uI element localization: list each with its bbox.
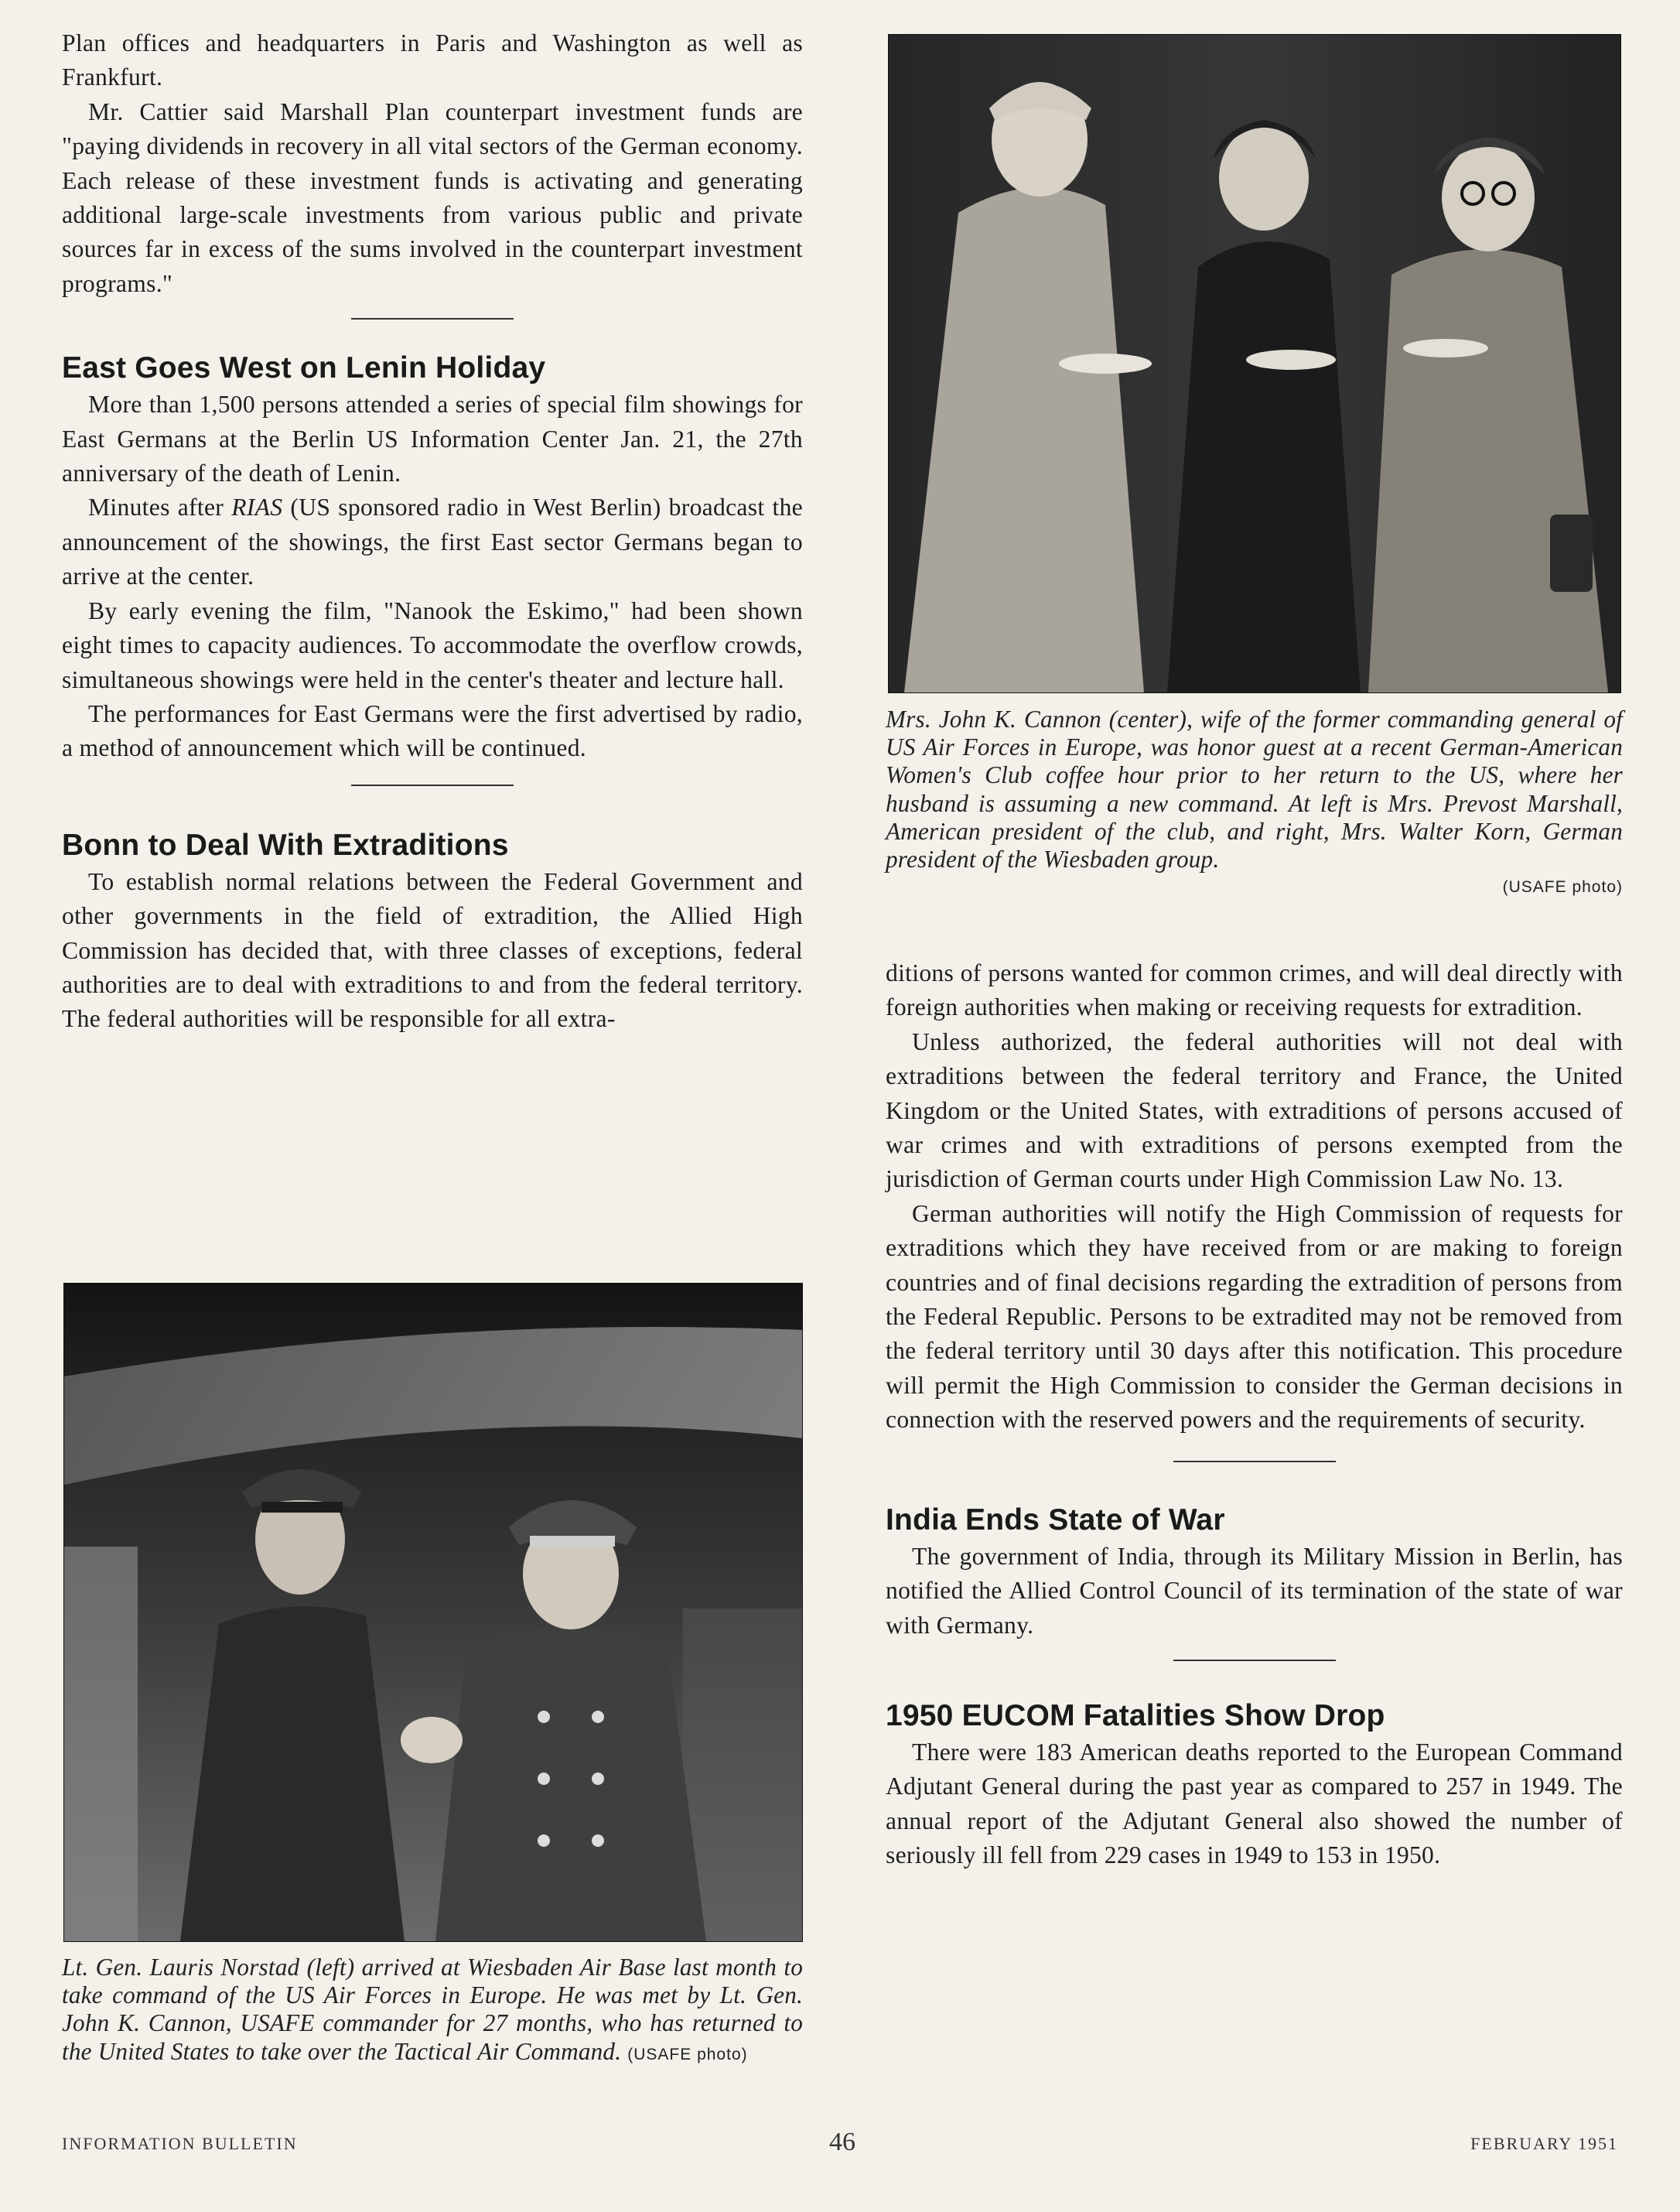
intro-paragraph-2: Mr. Cattier said Marshall Plan counterpart investment funds are "paying dividends in recovery in all vital sectors of the German economy. Each release of these investment funds is activating and generating additional large-scale investments from various public and private sources far in excess of the sums involved in the counterpart investment programs." xyxy=(62,97,803,297)
bonn-paragraph-1: To establish normal relations between the Federal Government and other governments in the field of extradition, the Allied High Commission has decided that, with three classes of exceptions, federal authorities are to deal with extraditions to and from the federal territory. The federal authorities will be responsible for all extra- xyxy=(62,867,803,1033)
bonn-cont-paragraph-3: German authorities will notify the High Commission of requests for extraditions which they have received from or are making to foreign countries and of final decisions regarding the extradition of persons from the Federal Republic. Persons to be extradited may not be removed from the federal territory until 30 days after this notification. This procedure will permit the High Commission to consider the German decisions in connection with the reserved powers and the requirements of security. xyxy=(886,1199,1623,1434)
footer-date: FEBRUARY 1951 xyxy=(1470,2134,1618,2153)
left-caption-text: Lt. Gen. Lauris Norstad (left) arrived at Wiesbaden Air Base last month to take command of the US Air Forces in Europe. He was met by Lt. Gen. John K. Cannon, USAFE commander for 27 months, who has returned to the United States to take over the Tactical Air Command. xyxy=(62,1954,803,2065)
india-paragraph-1: The government of India, through its Military Mission in Berlin, has notified the Allied Control Council of its termination of the state of war with Germany. xyxy=(886,1542,1623,1639)
intro-paragraph-1: Plan offices and headquarters in Paris and Washington as well as Frankfurt. xyxy=(62,29,803,91)
women-photo-illustration xyxy=(889,35,1620,692)
footer-publication: INFORMATION BULLETIN xyxy=(62,2134,298,2153)
left-column xyxy=(62,26,803,1037)
bonn-cont-paragraph-1: ditions of persons wanted for common crimes, and will deal directly with foreign authorities when making or receiving requests for extradition. xyxy=(886,959,1623,1021)
officers-photo-illustration xyxy=(64,1284,802,1941)
norstad-cannon-photo xyxy=(63,1283,803,1942)
eucom-paragraph-1: There were 183 American deaths reported to the European Command Adjutant General during the past year as compared to 257 in 1949. The annual report of the Adjutant General also showed the number of seriously ill fell from 229 cases in 1949 to 153 in 1950. xyxy=(886,1738,1623,1869)
lenin-paragraph-3: By early evening the film, "Nanook the Eskimo," had been shown eight times to capacity audiences. To accommodate the overflow crowds, simultaneous showings were held in the center's theater and lecture hall. xyxy=(62,597,803,693)
india-headline: India Ends State of War xyxy=(886,1503,1225,1537)
left-photo-credit: (USAFE photo) xyxy=(627,2045,748,2063)
right-photo-credit: (USAFE photo) xyxy=(1502,878,1623,897)
lenin-paragraph-1: More than 1,500 persons attended a series of special film showings for East Germans at the Berlin US Information Center Jan. 21, the 27th anniversary of the death of Lenin. xyxy=(62,391,803,487)
lenin-p2-after: (US sponsored radio in West Berlin) broadcast the announcement of the showings, the first East sector Germans began to arrive at the center. xyxy=(62,494,803,590)
lenin-paragraph-2 xyxy=(62,491,803,593)
bonn-headline: Bonn to Deal With Extraditions xyxy=(62,828,509,862)
left-photo-caption xyxy=(62,1954,803,2069)
right-caption-text: Mrs. John K. Cannon (center), wife of the former commanding general of US Air Forces in Europe, was honor guest at a recent German-American Women's Club coffee hour prior to her return to the US, where her husband is assuming a new command. At left is Mrs. Prevost Marshall, American president of the club, and right, Mrs. Walter Korn, German president of the Wiesbaden group. xyxy=(886,706,1623,874)
bonn-cont-paragraph-2: Unless authorized, the federal authorities will not deal with extraditions between the federal territory and France, the United Kingdom or the United States, with extraditions of persons accused of war crimes and with extraditions of persons exempted from the jurisdiction of German courts under High Commission Law No. 13. xyxy=(886,1027,1623,1193)
rias-italic: RIAS xyxy=(231,494,283,521)
right-column xyxy=(886,956,1623,1873)
lenin-paragraph-4: The performances for East Germans were the first advertised by radio, a method of announcement which will be continued. xyxy=(62,699,803,762)
womens-club-photo xyxy=(888,34,1621,693)
eucom-headline: 1950 EUCOM Fatalities Show Drop xyxy=(886,1698,1385,1732)
lenin-headline: East Goes West on Lenin Holiday xyxy=(62,351,546,385)
lenin-p2-before: Minutes after xyxy=(88,494,232,521)
right-photo-caption xyxy=(886,706,1623,898)
footer-page-number: 46 xyxy=(829,2128,855,2156)
